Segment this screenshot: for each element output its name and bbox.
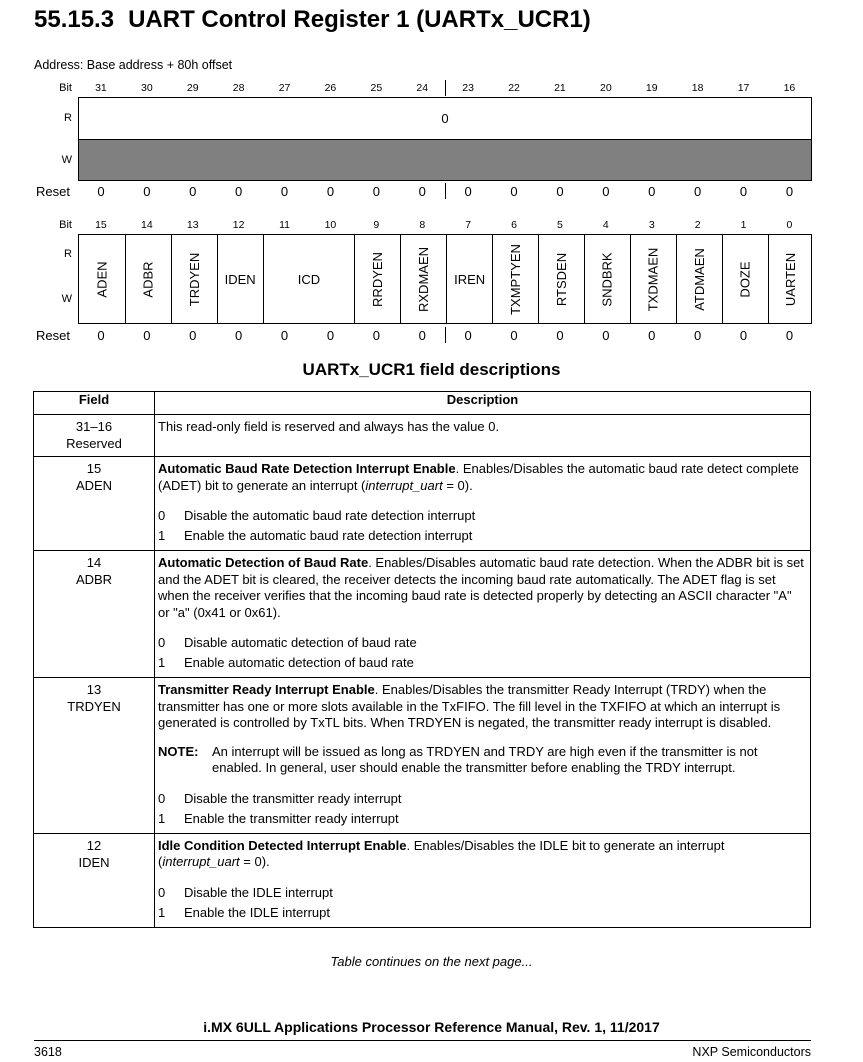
bit-number: 28: [232, 82, 245, 94]
option-text: Enable the automatic baud rate detection interrupt: [184, 528, 473, 543]
reset-value: 0: [189, 328, 197, 343]
register-field-label: RTSDEN: [553, 252, 569, 306]
option-key: 1: [158, 904, 166, 920]
bit-number: 11: [279, 219, 290, 231]
bit-number: 20: [600, 82, 612, 94]
register-field-label: SNDBRK: [599, 251, 615, 307]
reset-value: 0: [648, 184, 656, 199]
option-row: [158, 526, 806, 546]
option-key: 0: [158, 790, 166, 806]
section-heading-text: UART Control Register 1 (UARTx_UCR1): [128, 6, 591, 33]
reset-value: 0: [785, 184, 794, 199]
description-title: Idle Condition Detected Interrupt Enable: [158, 837, 407, 853]
upper-register-box: [78, 97, 812, 181]
option-key: 1: [158, 810, 166, 826]
field-cell: [34, 678, 155, 834]
reset-value: 0: [235, 184, 243, 199]
reset-label-lower: Reset: [36, 328, 70, 343]
bit-number: 4: [602, 219, 609, 231]
description-cell: [155, 415, 811, 457]
description-body: . Enables/Disables the automatic baud rate detect complete (ADET) bit to generate an interrupt (: [158, 461, 799, 493]
reset-value: 0: [602, 328, 610, 343]
option-row: [158, 633, 806, 653]
lower-register-box: [78, 234, 812, 324]
bit-number: 5: [557, 219, 563, 231]
bit-number: 7: [465, 219, 472, 231]
header-description: Description: [155, 392, 811, 415]
option-row: [158, 789, 806, 809]
option-row: [158, 883, 806, 903]
option-key: 0: [158, 884, 166, 900]
upper-read-value: 0: [79, 98, 811, 140]
option-key: 0: [158, 508, 166, 523]
bit-number: 18: [691, 82, 704, 94]
r-label-upper: R: [64, 112, 72, 124]
register-field-label: RXDMAEN: [416, 246, 432, 312]
field-cell: [34, 833, 155, 927]
publisher: NXP Semiconductors: [692, 1045, 811, 1059]
bit-number: 13: [186, 219, 199, 231]
field-name: IDEN: [78, 854, 110, 870]
bit-number: 30: [141, 82, 153, 94]
reset-value: 0: [556, 328, 564, 343]
bit-number: 1: [740, 219, 747, 231]
register-field-label: IREN: [454, 271, 486, 287]
register-field-label: RRDYEN: [370, 251, 386, 307]
description-text: [158, 838, 806, 871]
table-caption: UARTx_UCR1 field descriptions: [302, 360, 561, 379]
register-field: [354, 235, 400, 323]
table-row: [34, 678, 811, 834]
option-row: [158, 506, 806, 526]
reset-value: 0: [464, 328, 472, 343]
reset-value: 0: [602, 184, 610, 199]
bit-number: 14: [141, 219, 153, 231]
description-body-end: = 0).: [442, 477, 473, 493]
table-row: [34, 551, 811, 678]
w-label-upper: W: [61, 154, 72, 166]
reset-value: 0: [694, 184, 702, 199]
description-text: This read-only field is reserved and always has the value 0.: [158, 419, 500, 434]
bit-number: 24: [416, 82, 429, 94]
bit-number: 23: [462, 82, 474, 94]
reset-value: 0: [785, 328, 794, 343]
option-row: [158, 809, 806, 829]
description-body-end: = 0).: [239, 854, 270, 869]
upper-write-reserved: [79, 140, 811, 180]
register-field: [492, 235, 538, 323]
section-title: [34, 6, 591, 34]
reset-value: 0: [326, 328, 335, 343]
field-description-table: [33, 391, 811, 928]
option-text: Enable the IDLE interrupt: [184, 904, 330, 920]
bit-number: 3: [648, 219, 655, 231]
register-field-label: TXDMAEN: [645, 247, 661, 311]
bit-number: 8: [419, 219, 426, 231]
register-field: [263, 235, 355, 323]
table-row: [34, 833, 811, 927]
r-label-lower: R: [64, 248, 72, 260]
option-text: Disable the automatic baud rate detection interrupt: [184, 508, 476, 523]
register-field: [400, 235, 446, 323]
page-number: 3618: [34, 1045, 62, 1059]
register-field: [446, 235, 492, 323]
bit-label-upper: Bit: [59, 82, 72, 94]
w-label-lower: W: [61, 293, 72, 305]
register-field-label: ADEN: [94, 260, 110, 298]
table-continues-note: Table continues on the next page...: [330, 954, 533, 969]
description-italic: interrupt_uart: [365, 477, 443, 493]
note-text: An interrupt will be issued as long as TRDYEN and TRDY are high even if the transmitter is not enabled. In general, user should enable the transmitter before enabling the TRDY interrupt.: [212, 743, 758, 775]
reset-value: 0: [418, 328, 426, 343]
table-header-row: [34, 392, 811, 415]
register-field: [538, 235, 584, 323]
field-name: ADEN: [75, 478, 113, 493]
field-bits: 15: [86, 461, 102, 476]
option-text: Enable automatic detection of baud rate: [184, 655, 414, 670]
register-field: [584, 235, 630, 323]
description-title: Automatic Baud Rate Detection Interrupt Enable: [158, 461, 456, 476]
bit-label-lower: Bit: [59, 219, 72, 231]
description-body: . Enables/Disables the IDLE bit to generate an interrupt (: [158, 837, 725, 869]
reset-value: 0: [280, 328, 289, 343]
bit-number: 21: [554, 82, 566, 94]
option-row: [158, 653, 806, 673]
reset-value: 0: [372, 184, 380, 199]
description-text: [158, 682, 806, 732]
header-field: Field: [34, 392, 155, 415]
bit-number: 9: [373, 219, 380, 231]
register-field: [171, 235, 217, 323]
option-text: Enable the transmitter ready interrupt: [184, 810, 399, 826]
description-cell: [155, 678, 811, 834]
register-field: [217, 235, 263, 323]
option-key: 1: [158, 655, 166, 670]
field-cell: [34, 457, 155, 551]
register-field: [630, 235, 676, 323]
register-field-label: ICD: [297, 271, 321, 287]
register-field: [676, 235, 722, 323]
description-italic: interrupt_uart: [162, 854, 240, 869]
register-field-label: ADBR: [140, 260, 156, 298]
bit-number: 0: [786, 219, 793, 231]
document-footer: i.MX 6ULL Applications Processor Reference Manual, Rev. 1, 11/2017: [203, 1019, 660, 1035]
bit-number: 17: [737, 82, 750, 94]
option-text: Disable the IDLE interrupt: [184, 884, 333, 900]
reset-value: 0: [648, 328, 656, 343]
register-field: [125, 235, 171, 323]
reset-value: 0: [143, 328, 151, 343]
field-name: Reserved: [66, 436, 122, 451]
description-cell: [155, 457, 811, 551]
field-bits: 12: [86, 837, 102, 853]
section-number: 55.15.3: [34, 6, 115, 33]
bit-number: 12: [232, 219, 245, 231]
reset-value: 0: [694, 328, 702, 343]
reset-value: 0: [510, 184, 518, 199]
field-name: ADBR: [75, 572, 113, 587]
register-field-label: ATDMAEN: [691, 247, 707, 311]
register-address: Address: Base address + 80h offset: [34, 58, 233, 72]
reset-value: 0: [418, 184, 426, 199]
description-cell: [155, 833, 811, 927]
reset-value: 0: [510, 328, 518, 343]
option-text: Disable automatic detection of baud rate: [184, 635, 417, 650]
bit-number: 25: [370, 82, 383, 94]
bit-divider: [445, 80, 446, 96]
reset-divider-lower: [445, 327, 446, 343]
description-text: [158, 461, 806, 494]
field-name: TRDYEN: [67, 699, 121, 714]
reset-value: 0: [326, 184, 335, 199]
description-cell: [155, 551, 811, 678]
register-field-label: TXMPTYEN: [508, 243, 524, 315]
field-bits: 14: [86, 555, 102, 570]
reset-value: 0: [372, 328, 380, 343]
reset-value: 0: [556, 184, 564, 199]
bit-number: 6: [511, 219, 517, 231]
option-key: 1: [158, 528, 166, 543]
option-text: Disable the transmitter ready interrupt: [184, 790, 402, 806]
description-body: . Enables/Disables automatic baud rate detection. When the ADBR bit is set and the ADET bit is cleared, the receiver detects the incoming baud rate automatically. The ADET flag is set when the receiver verifies that the incoming baud rate is detected properly by detecting an ASCII character "A" or "a" (0x41 or 0x61).: [158, 555, 804, 620]
bit-number: 31: [95, 82, 107, 94]
description-title: Automatic Detection of Baud Rate: [158, 555, 369, 570]
register-field: [768, 235, 814, 323]
description-text: [158, 555, 806, 621]
register-field: [722, 235, 768, 323]
reset-value: 0: [143, 184, 151, 199]
register-field: [79, 235, 125, 323]
reset-value: 0: [739, 328, 748, 343]
field-bits: 13: [86, 682, 102, 697]
table-row: [34, 457, 811, 551]
description-title: Transmitter Ready Interrupt Enable: [158, 682, 375, 697]
bit-number: 19: [645, 82, 658, 94]
reset-value: 0: [235, 328, 243, 343]
reset-value: 0: [97, 184, 105, 199]
bit-number: 16: [783, 82, 796, 94]
reset-value: 0: [739, 184, 748, 199]
bit-number: 15: [95, 219, 107, 231]
reset-value: 0: [189, 184, 197, 199]
option-row: [158, 903, 806, 923]
bit-number: 27: [278, 82, 291, 94]
register-field-label: DOZE: [737, 260, 753, 298]
table-row: [34, 415, 811, 457]
bit-number: 22: [508, 82, 520, 94]
field-bits: 31–16: [75, 419, 113, 434]
footer-rule: [34, 1040, 811, 1041]
description-body: . Enables/Disables the transmitter Ready Interrupt (TRDY) when the transmitter has one or more slots available in the TxFIFO. The fill level in the TXFIFO at which an interrupt is generated is controlled by TxTL bits. When TRDYEN is negated, the transmitter ready interrupt is disabled.: [158, 682, 781, 730]
register-field-label: UARTEN: [783, 252, 799, 306]
bit-number: 29: [186, 82, 199, 94]
bit-number: 10: [324, 219, 337, 231]
bit-number: 2: [694, 219, 701, 231]
note-block: [158, 744, 806, 777]
field-cell: [34, 551, 155, 678]
option-key: 0: [158, 635, 166, 650]
register-field-label: IDEN: [224, 271, 256, 287]
register-field-label: TRDYEN: [186, 252, 202, 306]
note-label: NOTE:: [158, 743, 199, 759]
reset-value: 0: [464, 184, 472, 199]
reset-divider-upper: [445, 183, 446, 199]
reset-label-upper: Reset: [36, 184, 70, 199]
field-cell: [34, 415, 155, 457]
bit-number: 26: [324, 82, 337, 94]
reset-value: 0: [280, 184, 289, 199]
reset-value: 0: [97, 328, 105, 343]
